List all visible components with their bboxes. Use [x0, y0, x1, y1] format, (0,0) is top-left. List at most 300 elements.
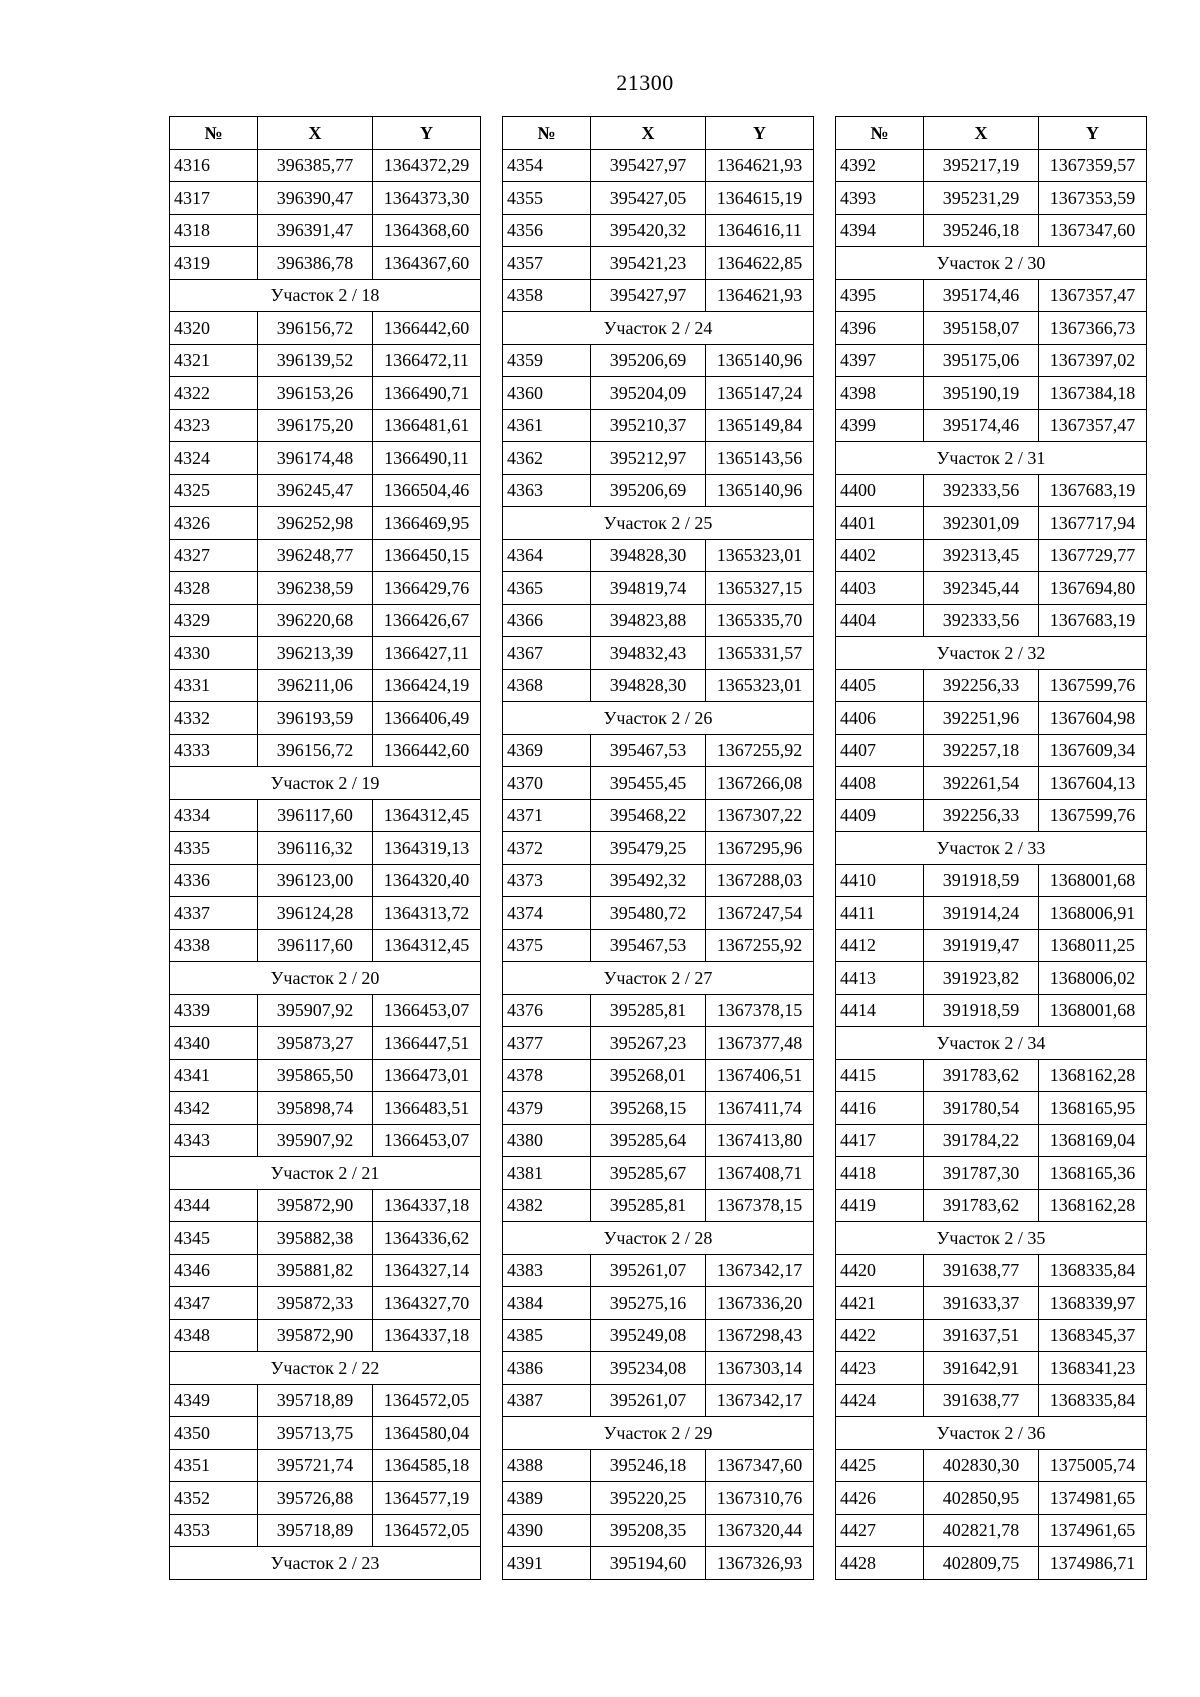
y-coordinate: 1364337,18 — [373, 1319, 481, 1352]
point-number: 4316 — [170, 149, 258, 182]
y-coordinate: 1375005,74 — [1039, 1449, 1147, 1482]
y-coordinate: 1366490,11 — [373, 442, 481, 475]
section-row — [836, 1222, 1147, 1255]
x-coordinate: 392313,45 — [924, 539, 1039, 572]
table-row — [836, 994, 1147, 1027]
section-row — [503, 702, 814, 735]
section-label: Участок 2 / 28 — [503, 1222, 814, 1255]
y-coordinate: 1366429,76 — [373, 572, 481, 605]
table-row — [836, 312, 1147, 345]
section-label: Участок 2 / 20 — [170, 962, 481, 995]
table-row — [503, 247, 814, 280]
table-row — [836, 1449, 1147, 1482]
section-label: Участок 2 / 18 — [170, 279, 481, 312]
table-row — [836, 669, 1147, 702]
y-coordinate: 1365147,24 — [706, 377, 814, 410]
y-coordinate: 1364572,05 — [373, 1514, 481, 1547]
x-coordinate: 395194,60 — [591, 1547, 706, 1580]
section-row — [836, 637, 1147, 670]
table-row — [836, 1352, 1147, 1385]
table-row — [503, 572, 814, 605]
table-row — [170, 1222, 481, 1255]
y-coordinate: 1367342,17 — [706, 1384, 814, 1417]
y-coordinate: 1368341,23 — [1039, 1352, 1147, 1385]
x-coordinate: 391923,82 — [924, 962, 1039, 995]
table-row — [836, 962, 1147, 995]
point-number: 4319 — [170, 247, 258, 280]
x-coordinate: 395190,19 — [924, 377, 1039, 410]
point-number: 4368 — [503, 669, 591, 702]
x-coordinate: 396139,52 — [258, 344, 373, 377]
section-row — [170, 279, 481, 312]
y-coordinate: 1367347,60 — [706, 1449, 814, 1482]
point-number: 4330 — [170, 637, 258, 670]
table-row — [170, 474, 481, 507]
point-number: 4323 — [170, 409, 258, 442]
y-coordinate: 1365331,57 — [706, 637, 814, 670]
point-number: 4393 — [836, 182, 924, 215]
point-number: 4400 — [836, 474, 924, 507]
table-header-row — [836, 117, 1147, 150]
point-number: 4426 — [836, 1482, 924, 1515]
header-x: X — [591, 117, 706, 150]
x-coordinate: 395467,53 — [591, 929, 706, 962]
y-coordinate: 1367609,34 — [1039, 734, 1147, 767]
point-number: 4396 — [836, 312, 924, 345]
table-row — [836, 1189, 1147, 1222]
y-coordinate: 1364327,14 — [373, 1254, 481, 1287]
x-coordinate: 392333,56 — [924, 604, 1039, 637]
header-number: № — [503, 117, 591, 150]
y-coordinate: 1366453,07 — [373, 994, 481, 1027]
point-number: 4427 — [836, 1514, 924, 1547]
point-number: 4335 — [170, 832, 258, 865]
x-coordinate: 402821,78 — [924, 1514, 1039, 1547]
table-row — [503, 1319, 814, 1352]
section-row — [836, 1417, 1147, 1450]
table-row — [836, 767, 1147, 800]
x-coordinate: 395480,72 — [591, 897, 706, 930]
table-row — [170, 344, 481, 377]
x-coordinate: 395217,19 — [924, 149, 1039, 182]
y-coordinate: 1367255,92 — [706, 734, 814, 767]
table-row — [503, 604, 814, 637]
table-row — [836, 1514, 1147, 1547]
y-coordinate: 1367359,57 — [1039, 149, 1147, 182]
y-coordinate: 1364622,85 — [706, 247, 814, 280]
point-number: 4387 — [503, 1384, 591, 1417]
y-coordinate: 1364368,60 — [373, 214, 481, 247]
point-number: 4395 — [836, 279, 924, 312]
y-coordinate: 1367411,74 — [706, 1092, 814, 1125]
section-label: Участок 2 / 31 — [836, 442, 1147, 475]
table-row — [503, 1514, 814, 1547]
table-row — [836, 604, 1147, 637]
y-coordinate: 1366442,60 — [373, 312, 481, 345]
point-number: 4346 — [170, 1254, 258, 1287]
table-row — [836, 1547, 1147, 1580]
y-coordinate: 1367342,17 — [706, 1254, 814, 1287]
x-coordinate: 395427,97 — [591, 279, 706, 312]
section-row — [170, 1547, 481, 1580]
x-coordinate: 395285,64 — [591, 1124, 706, 1157]
point-number: 4384 — [503, 1287, 591, 1320]
header-y: Y — [1039, 117, 1147, 150]
section-label: Участок 2 / 27 — [503, 962, 814, 995]
point-number: 4327 — [170, 539, 258, 572]
point-number: 4385 — [503, 1319, 591, 1352]
y-coordinate: 1368006,91 — [1039, 897, 1147, 930]
y-coordinate: 1366481,61 — [373, 409, 481, 442]
x-coordinate: 395467,53 — [591, 734, 706, 767]
y-coordinate: 1364313,72 — [373, 897, 481, 930]
x-coordinate: 395174,46 — [924, 409, 1039, 442]
table-row — [170, 637, 481, 670]
point-number: 4389 — [503, 1482, 591, 1515]
point-number: 4409 — [836, 799, 924, 832]
x-coordinate: 396213,39 — [258, 637, 373, 670]
y-coordinate: 1364320,40 — [373, 864, 481, 897]
point-number: 4414 — [836, 994, 924, 1027]
table-row — [170, 864, 481, 897]
section-label: Участок 2 / 30 — [836, 247, 1147, 280]
point-number: 4322 — [170, 377, 258, 410]
table-row — [836, 377, 1147, 410]
table-row — [503, 734, 814, 767]
x-coordinate: 391918,59 — [924, 994, 1039, 1027]
y-coordinate: 1367295,96 — [706, 832, 814, 865]
section-label: Участок 2 / 25 — [503, 507, 814, 540]
y-coordinate: 1367336,20 — [706, 1287, 814, 1320]
y-coordinate: 1364621,93 — [706, 149, 814, 182]
table-row — [503, 1547, 814, 1580]
point-number: 4404 — [836, 604, 924, 637]
point-number: 4343 — [170, 1124, 258, 1157]
point-number: 4413 — [836, 962, 924, 995]
table-row — [170, 247, 481, 280]
x-coordinate: 395721,74 — [258, 1449, 373, 1482]
y-coordinate: 1364621,93 — [706, 279, 814, 312]
point-number: 4354 — [503, 149, 591, 182]
table-row — [503, 767, 814, 800]
table-row — [503, 669, 814, 702]
x-coordinate: 392261,54 — [924, 767, 1039, 800]
y-coordinate: 1364616,11 — [706, 214, 814, 247]
x-coordinate: 391919,47 — [924, 929, 1039, 962]
x-coordinate: 391780,54 — [924, 1092, 1039, 1125]
point-number: 4402 — [836, 539, 924, 572]
table-row — [503, 1092, 814, 1125]
x-coordinate: 391914,24 — [924, 897, 1039, 930]
table-row — [170, 897, 481, 930]
y-coordinate: 1368011,25 — [1039, 929, 1147, 962]
point-number: 4374 — [503, 897, 591, 930]
table-row — [503, 864, 814, 897]
point-number: 4423 — [836, 1352, 924, 1385]
point-number: 4406 — [836, 702, 924, 735]
table-row — [503, 1157, 814, 1190]
table-row — [503, 994, 814, 1027]
x-coordinate: 391638,77 — [924, 1384, 1039, 1417]
point-number: 4415 — [836, 1059, 924, 1092]
table-row — [836, 734, 1147, 767]
table-row — [170, 312, 481, 345]
point-number: 4336 — [170, 864, 258, 897]
x-coordinate: 392345,44 — [924, 572, 1039, 605]
table-row — [836, 279, 1147, 312]
point-number: 4349 — [170, 1384, 258, 1417]
section-row — [170, 1352, 481, 1385]
point-number: 4422 — [836, 1319, 924, 1352]
y-coordinate: 1367366,73 — [1039, 312, 1147, 345]
header-y: Y — [706, 117, 814, 150]
table-row — [170, 377, 481, 410]
y-coordinate: 1368162,28 — [1039, 1189, 1147, 1222]
point-number: 4392 — [836, 149, 924, 182]
point-number: 4405 — [836, 669, 924, 702]
point-number: 4375 — [503, 929, 591, 962]
x-coordinate: 395865,50 — [258, 1059, 373, 1092]
point-number: 4428 — [836, 1547, 924, 1580]
point-number: 4424 — [836, 1384, 924, 1417]
x-coordinate: 392251,96 — [924, 702, 1039, 735]
x-coordinate: 395492,32 — [591, 864, 706, 897]
x-coordinate: 395427,05 — [591, 182, 706, 215]
table-row — [836, 1287, 1147, 1320]
section-label: Участок 2 / 22 — [170, 1352, 481, 1385]
y-coordinate: 1368335,84 — [1039, 1254, 1147, 1287]
page-number: 21300 — [616, 70, 674, 95]
x-coordinate: 395267,23 — [591, 1027, 706, 1060]
x-coordinate: 395726,88 — [258, 1482, 373, 1515]
y-coordinate: 1367307,22 — [706, 799, 814, 832]
point-number: 4334 — [170, 799, 258, 832]
point-number: 4369 — [503, 734, 591, 767]
y-coordinate: 1365327,15 — [706, 572, 814, 605]
y-coordinate: 1368345,37 — [1039, 1319, 1147, 1352]
point-number: 4329 — [170, 604, 258, 637]
y-coordinate: 1367729,77 — [1039, 539, 1147, 572]
header-x: X — [924, 117, 1039, 150]
table-row — [170, 507, 481, 540]
table-row — [503, 539, 814, 572]
point-number: 4379 — [503, 1092, 591, 1125]
point-number: 4350 — [170, 1417, 258, 1450]
x-coordinate: 396117,60 — [258, 929, 373, 962]
y-coordinate: 1367320,44 — [706, 1514, 814, 1547]
section-row — [836, 442, 1147, 475]
table-row — [170, 149, 481, 182]
table-row — [836, 149, 1147, 182]
table-row — [836, 1059, 1147, 1092]
point-number: 4366 — [503, 604, 591, 637]
point-number: 4337 — [170, 897, 258, 930]
point-number: 4355 — [503, 182, 591, 215]
table-row — [503, 149, 814, 182]
y-coordinate: 1364577,19 — [373, 1482, 481, 1515]
section-row — [170, 767, 481, 800]
point-number: 4367 — [503, 637, 591, 670]
y-coordinate: 1367255,92 — [706, 929, 814, 962]
point-number: 4371 — [503, 799, 591, 832]
y-coordinate: 1364336,62 — [373, 1222, 481, 1255]
section-row — [170, 1157, 481, 1190]
table-row — [503, 1449, 814, 1482]
table-header-row — [503, 117, 814, 150]
y-coordinate: 1364327,70 — [373, 1287, 481, 1320]
table-row — [170, 182, 481, 215]
x-coordinate: 395718,89 — [258, 1514, 373, 1547]
y-coordinate: 1364615,19 — [706, 182, 814, 215]
point-number: 4342 — [170, 1092, 258, 1125]
x-coordinate: 395285,67 — [591, 1157, 706, 1190]
table-row — [170, 1092, 481, 1125]
x-coordinate: 395220,25 — [591, 1482, 706, 1515]
x-coordinate: 395206,69 — [591, 344, 706, 377]
table-row — [503, 1287, 814, 1320]
table-row — [836, 1482, 1147, 1515]
point-number: 4340 — [170, 1027, 258, 1060]
table-row — [170, 994, 481, 1027]
point-number: 4320 — [170, 312, 258, 345]
point-number: 4356 — [503, 214, 591, 247]
table-row — [836, 1254, 1147, 1287]
point-number: 4416 — [836, 1092, 924, 1125]
x-coordinate: 395455,45 — [591, 767, 706, 800]
point-number: 4372 — [503, 832, 591, 865]
x-coordinate: 395427,97 — [591, 149, 706, 182]
y-coordinate: 1366473,01 — [373, 1059, 481, 1092]
y-coordinate: 1366406,49 — [373, 702, 481, 735]
point-number: 4408 — [836, 767, 924, 800]
section-row — [836, 832, 1147, 865]
x-coordinate: 396238,59 — [258, 572, 373, 605]
table-row — [503, 832, 814, 865]
table-row — [170, 1287, 481, 1320]
x-coordinate: 394828,30 — [591, 669, 706, 702]
x-coordinate: 395907,92 — [258, 1124, 373, 1157]
table-row — [836, 929, 1147, 962]
y-coordinate: 1364367,60 — [373, 247, 481, 280]
section-label: Участок 2 / 29 — [503, 1417, 814, 1450]
y-coordinate: 1368006,02 — [1039, 962, 1147, 995]
x-coordinate: 395872,33 — [258, 1287, 373, 1320]
point-number: 4353 — [170, 1514, 258, 1547]
x-coordinate: 395158,07 — [924, 312, 1039, 345]
table-row — [836, 214, 1147, 247]
table-row — [170, 799, 481, 832]
table-row — [503, 1352, 814, 1385]
section-row — [503, 1222, 814, 1255]
table-row — [836, 897, 1147, 930]
table-row — [836, 1124, 1147, 1157]
coordinates-table-2 — [502, 116, 814, 1580]
x-coordinate: 396211,06 — [258, 669, 373, 702]
y-coordinate: 1368001,68 — [1039, 994, 1147, 1027]
section-row — [503, 312, 814, 345]
table-row — [503, 929, 814, 962]
table-row — [170, 702, 481, 735]
table-row — [503, 1189, 814, 1222]
table-row — [836, 1384, 1147, 1417]
y-coordinate: 1366424,19 — [373, 669, 481, 702]
y-coordinate: 1368339,97 — [1039, 1287, 1147, 1320]
y-coordinate: 1366453,07 — [373, 1124, 481, 1157]
x-coordinate: 396385,77 — [258, 149, 373, 182]
y-coordinate: 1364585,18 — [373, 1449, 481, 1482]
table-row — [170, 1514, 481, 1547]
y-coordinate: 1364372,29 — [373, 149, 481, 182]
y-coordinate: 1365143,56 — [706, 442, 814, 475]
point-number: 4359 — [503, 344, 591, 377]
point-number: 4325 — [170, 474, 258, 507]
table-row — [836, 182, 1147, 215]
table-row — [503, 1384, 814, 1417]
table-row — [170, 1189, 481, 1222]
x-coordinate: 395421,23 — [591, 247, 706, 280]
point-number: 4361 — [503, 409, 591, 442]
table-row — [503, 182, 814, 215]
y-coordinate: 1367247,54 — [706, 897, 814, 930]
x-coordinate: 391638,77 — [924, 1254, 1039, 1287]
x-coordinate: 391918,59 — [924, 864, 1039, 897]
x-coordinate: 395174,46 — [924, 279, 1039, 312]
x-coordinate: 391787,30 — [924, 1157, 1039, 1190]
y-coordinate: 1374986,71 — [1039, 1547, 1147, 1580]
point-number: 4344 — [170, 1189, 258, 1222]
table-row — [836, 702, 1147, 735]
y-coordinate: 1367357,47 — [1039, 409, 1147, 442]
x-coordinate: 395175,06 — [924, 344, 1039, 377]
y-coordinate: 1366426,67 — [373, 604, 481, 637]
y-coordinate: 1368335,84 — [1039, 1384, 1147, 1417]
y-coordinate: 1368169,04 — [1039, 1124, 1147, 1157]
y-coordinate: 1367347,60 — [1039, 214, 1147, 247]
point-number: 4328 — [170, 572, 258, 605]
table-row — [503, 1059, 814, 1092]
x-coordinate: 392333,56 — [924, 474, 1039, 507]
point-number: 4411 — [836, 897, 924, 930]
x-coordinate: 395268,01 — [591, 1059, 706, 1092]
x-coordinate: 395208,35 — [591, 1514, 706, 1547]
y-coordinate: 1367357,47 — [1039, 279, 1147, 312]
x-coordinate: 392257,18 — [924, 734, 1039, 767]
x-coordinate: 396248,77 — [258, 539, 373, 572]
point-number: 4381 — [503, 1157, 591, 1190]
point-number: 4382 — [503, 1189, 591, 1222]
x-coordinate: 396386,78 — [258, 247, 373, 280]
point-number: 4417 — [836, 1124, 924, 1157]
point-number: 4348 — [170, 1319, 258, 1352]
y-coordinate: 1368001,68 — [1039, 864, 1147, 897]
x-coordinate: 396245,47 — [258, 474, 373, 507]
x-coordinate: 402830,30 — [924, 1449, 1039, 1482]
table-row — [503, 1254, 814, 1287]
header-number: № — [170, 117, 258, 150]
point-number: 4407 — [836, 734, 924, 767]
x-coordinate: 395206,69 — [591, 474, 706, 507]
x-coordinate: 396124,28 — [258, 897, 373, 930]
table-row — [170, 1059, 481, 1092]
x-coordinate: 395907,92 — [258, 994, 373, 1027]
x-coordinate: 395420,32 — [591, 214, 706, 247]
y-coordinate: 1365335,70 — [706, 604, 814, 637]
y-coordinate: 1374981,65 — [1039, 1482, 1147, 1515]
table-row — [503, 897, 814, 930]
point-number: 4390 — [503, 1514, 591, 1547]
point-number: 4383 — [503, 1254, 591, 1287]
table-row — [503, 279, 814, 312]
